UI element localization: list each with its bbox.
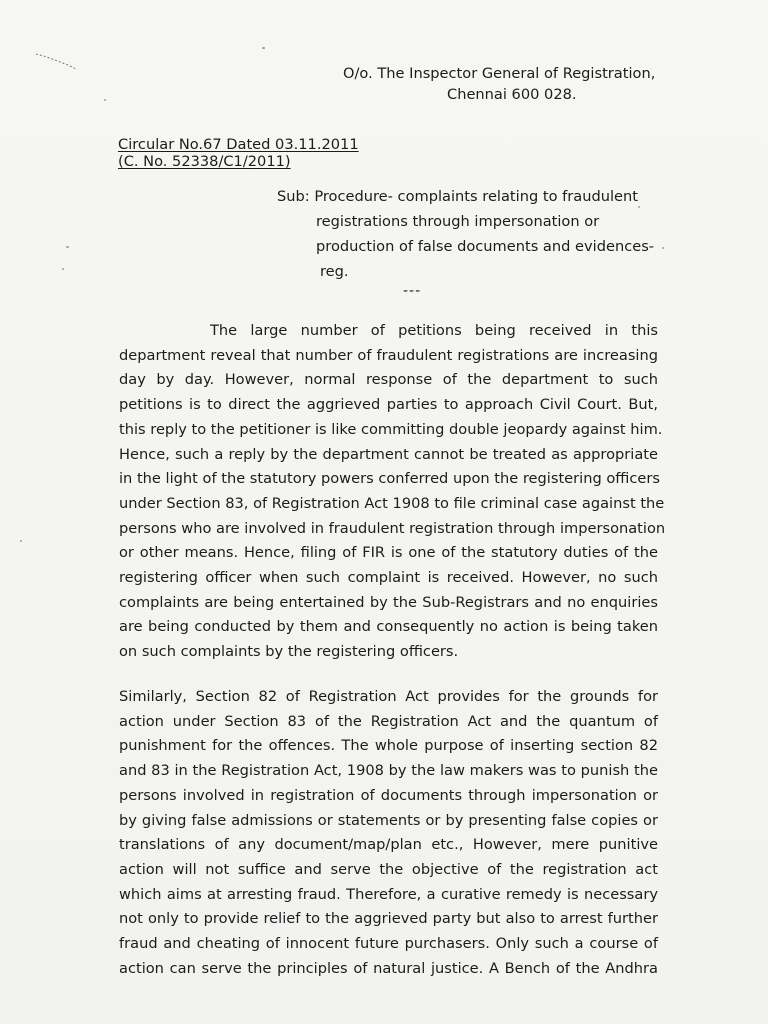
- subject-block: [277, 184, 654, 284]
- scan-artifact-mark: [34, 50, 80, 72]
- subject-line-4: reg.: [320, 263, 349, 280]
- paragraph-line: in the light of the statutory powers conferred upon the registering officers: [119, 470, 660, 488]
- paragraph-line: punishment for the offences. The whole purpose of inserting section 82: [119, 737, 658, 755]
- paragraph-line: are being conducted by them and consequently no action is being taken: [119, 618, 658, 636]
- paragraph-line: and 83 in the Registration Act, 1908 by the law makers was to punish the: [119, 762, 658, 780]
- paragraph-line: not only to provide relief to the aggrieved party but also to arrest further: [119, 910, 658, 928]
- paragraph-line: registering officer when such complaint is received. However, no such: [119, 569, 658, 587]
- scan-speck: [62, 268, 64, 270]
- circular-number: Circular No.67 Dated 03.11.2011: [118, 136, 359, 153]
- paragraph-line: this reply to the petitioner is like committing double jeopardy against him.: [119, 420, 663, 438]
- paragraph-line: or other means. Hence, filing of FIR is one of the statutory duties of the: [119, 544, 658, 562]
- issuing-office-block: [343, 63, 655, 105]
- subject-separator: ---: [403, 283, 422, 299]
- body-paragraph-1: [119, 319, 666, 665]
- subject-line-2: registrations through impersonation or: [316, 213, 600, 230]
- paragraph-line: department reveal that number of fraudulent registrations are increasing: [119, 346, 658, 364]
- circular-reference-block: [118, 136, 359, 170]
- paragraph-line: by giving false admissions or statements or by presenting false copies or: [119, 811, 658, 829]
- paragraph-line: complaints are being entertained by the Sub-Registrars and no enquiries: [119, 593, 658, 611]
- paragraph-line: petitions is to direct the aggrieved parties to approach Civil Court. But,: [119, 396, 658, 414]
- paragraph-line: persons involved in registration of documents through impersonation or: [119, 786, 658, 804]
- paragraph-line: action under Section 83 of the Registration Act and the quantum of: [119, 712, 658, 730]
- body-paragraph-2: [119, 685, 658, 981]
- scan-speck: [104, 99, 106, 101]
- scan-speck: [20, 540, 22, 542]
- subject-line-1: Sub: Procedure- complaints relating to fraudulent: [277, 188, 638, 205]
- paragraph-line: action can serve the principles of natural justice. A Bench of the Andhra: [119, 959, 658, 977]
- paragraph-line: Hence, such a reply by the department cannot be treated as appropriate: [119, 445, 658, 463]
- scan-speck: [662, 247, 664, 249]
- scan-speck: [262, 47, 265, 49]
- office-city: Chennai 600 028.: [447, 86, 577, 103]
- paragraph-line: which aims at arresting fraud. Therefore, a curative remedy is necessary: [119, 885, 658, 903]
- paragraph-line: translations of any document/map/plan etc., However, mere punitive: [119, 836, 658, 854]
- paragraph-line: Similarly, Section 82 of Registration Act provides for the grounds for: [119, 688, 658, 705]
- paragraph-line: fraud and cheating of innocent future purchasers. Only such a course of: [119, 935, 658, 953]
- paragraph-line: The large number of petitions being received in this: [210, 322, 658, 339]
- subject-line-3: production of false documents and evidences-: [316, 238, 655, 255]
- office-name: O/o. The Inspector General of Registration,: [343, 65, 656, 82]
- paragraph-line: persons who are involved in fraudulent registration through impersonation: [119, 519, 666, 537]
- paragraph-line: day by day. However, normal response of the department to such: [119, 371, 658, 389]
- scan-speck: [66, 246, 69, 248]
- paragraph-line: under Section 83, of Registration Act 1908 to file criminal case against the: [119, 494, 665, 512]
- case-number: (C. No. 52338/C1/2011): [118, 153, 291, 170]
- paragraph-line: action will not suffice and serve the objective of the registration act: [119, 860, 658, 878]
- paragraph-line: on such complaints by the registering officers.: [119, 643, 459, 661]
